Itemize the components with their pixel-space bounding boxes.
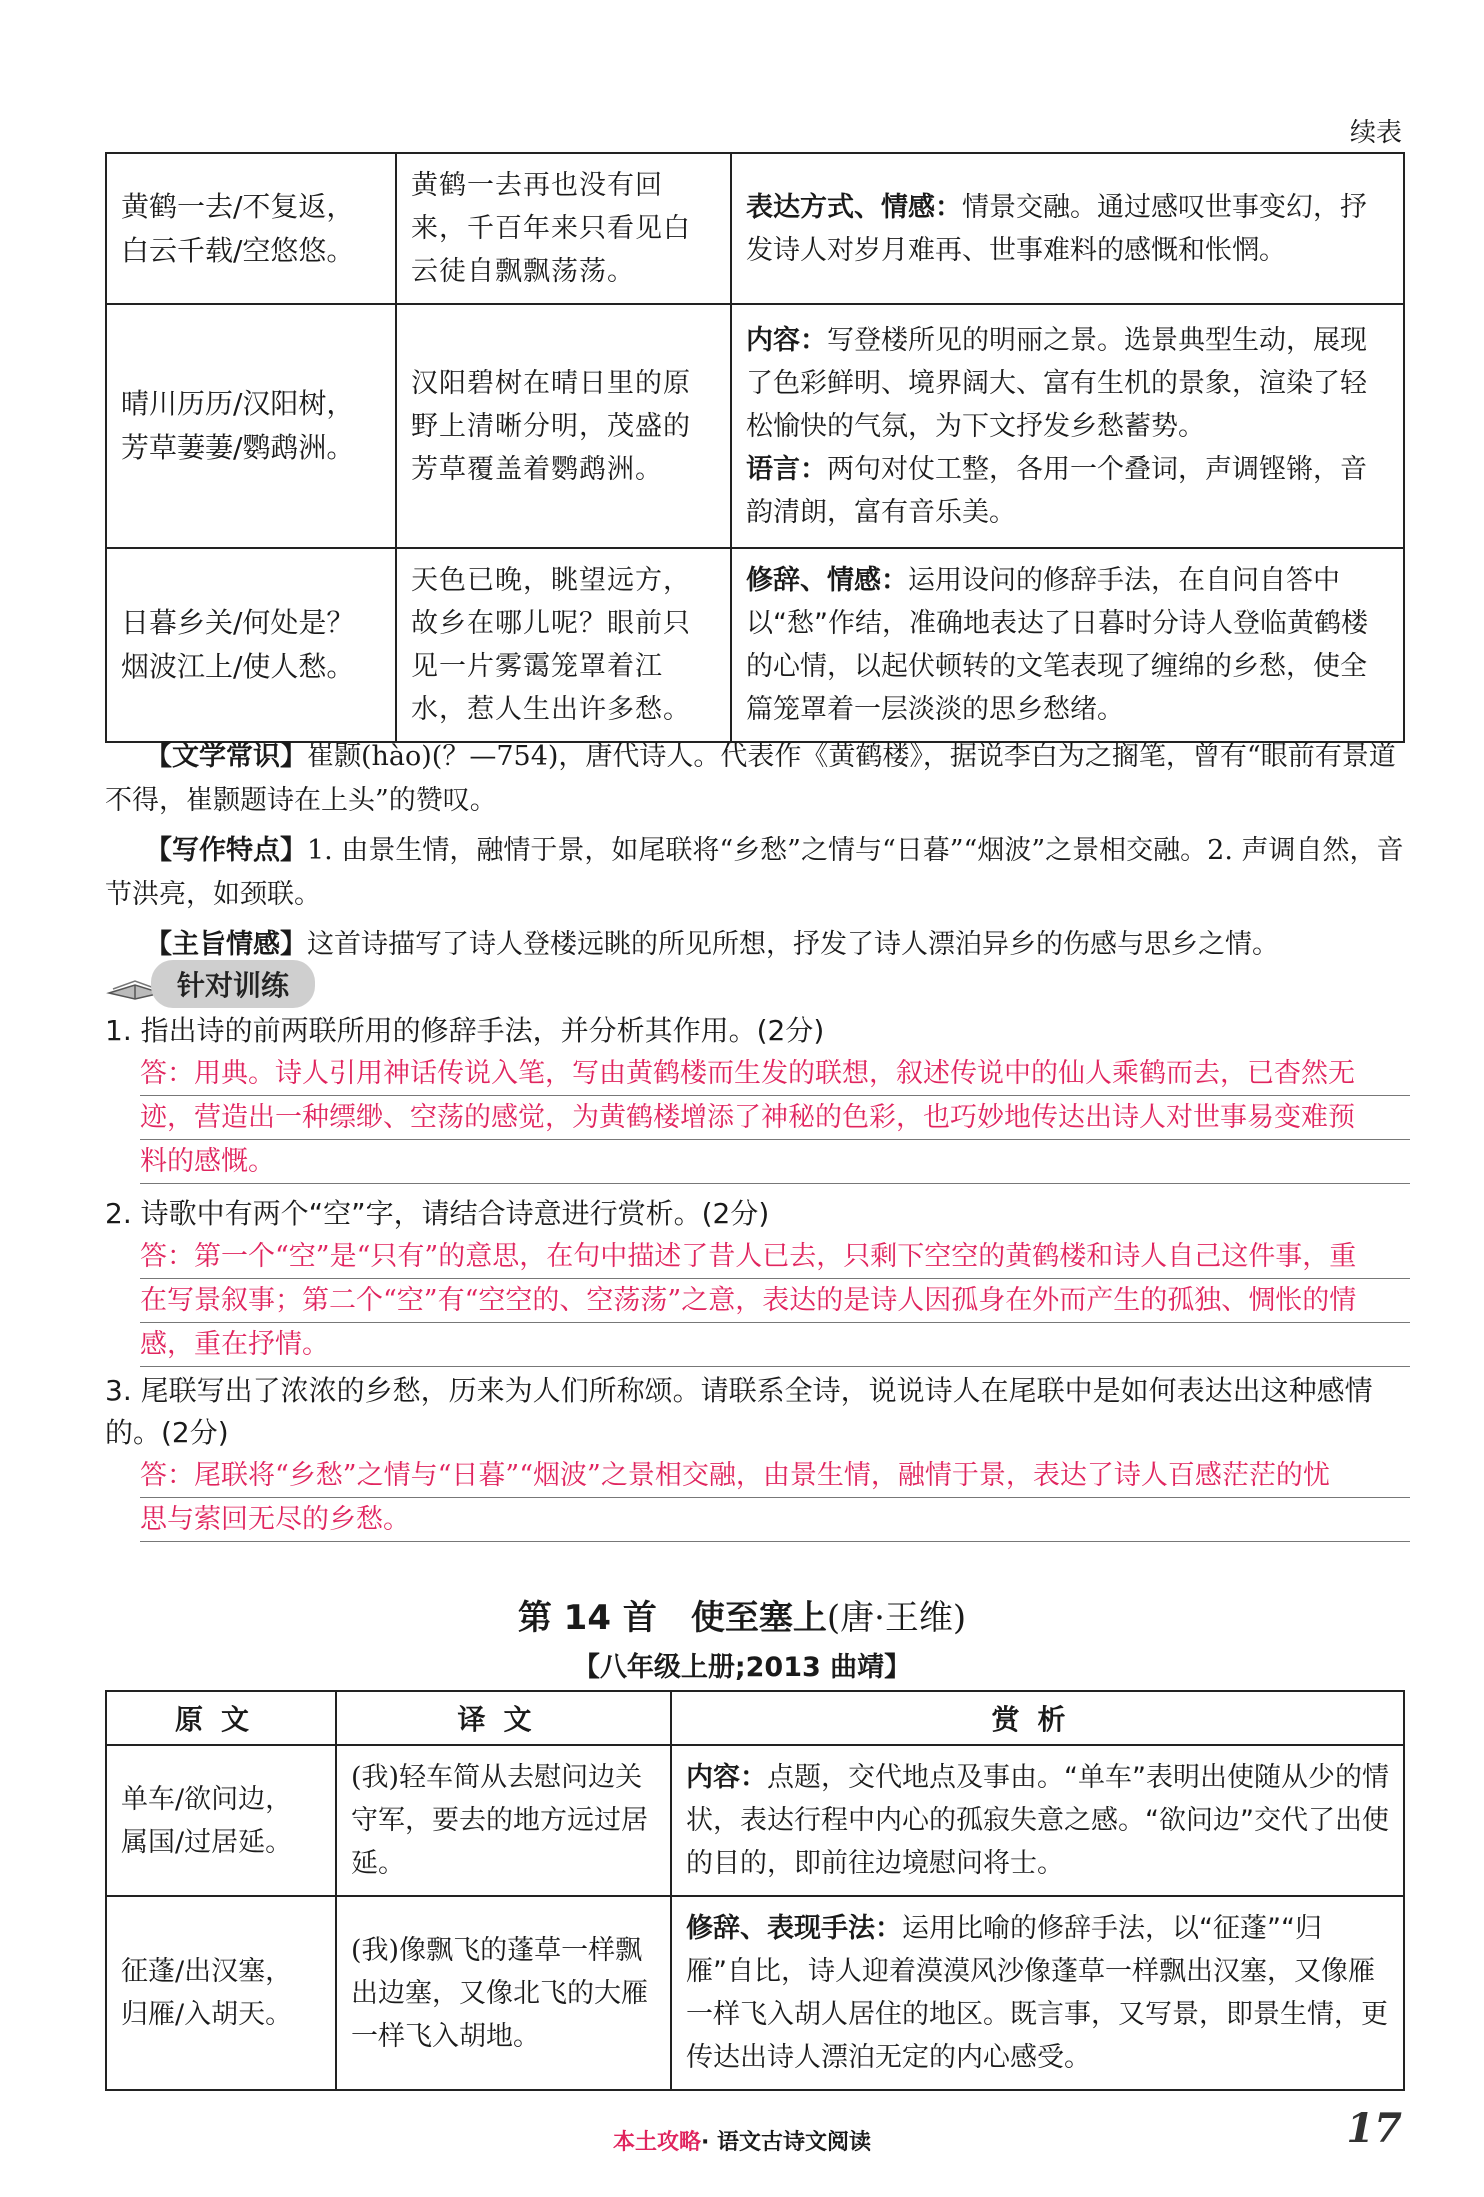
table-row [106, 304, 1404, 548]
question-2: 2. 诗歌中有两个“空”字，请结合诗意进行赏析。(2分) [105, 1197, 770, 1230]
translation-cell: (我)轻车简从去慰问边关守军，要去的地方远过居延。 [336, 1745, 671, 1896]
answer-line: 迹，营造出一种缥缈、空荡的感觉，为黄鹤楼增添了神秘的色彩，也巧妙地传达出诗人对世事易变难预 [140, 1096, 1410, 1140]
note-writing [105, 829, 1405, 917]
header-translation: 译文 [336, 1691, 671, 1745]
analysis-label: 修辞、情感： [746, 565, 908, 596]
header-original: 原文 [106, 1691, 336, 1745]
analysis-cell [671, 1896, 1404, 2090]
section-badge [105, 960, 315, 1008]
original-cell [106, 304, 396, 548]
original-line: 日暮乡关/何处是？ [121, 606, 355, 639]
analysis-text: 情景交融。通过感叹世事变幻，抒发诗人对岁月难再、世事难料的感慨和怅惘。 [746, 191, 1367, 266]
continued-label: 续表 [1349, 118, 1402, 148]
note-text: 1. 由景生情，融情于景，如尾联将“乡愁”之情与“日暮”“烟波”之景相交融。2. 声调自然，音节洪亮，如颈联。 [105, 835, 1404, 910]
original-cell [106, 1896, 336, 2090]
poem-analysis-table [105, 152, 1405, 743]
original-line: 晴川历历/汉阳树， [121, 387, 355, 420]
footer-brand: 本土攻略 [612, 2130, 701, 2155]
poem14-table [105, 1690, 1405, 2091]
note-label: 【文学常识】 [145, 741, 307, 772]
original-line: 属国/过居延。 [121, 1826, 293, 1858]
poem-tag: 【八年级上册;2013 曲靖】 [572, 1652, 912, 1683]
analysis-cell [731, 548, 1404, 742]
analysis-label: 内容： [686, 1762, 767, 1793]
translation-cell: 黄鹤一去再也没有回来，千百年来只看见白云徒自飘飘荡荡。 [396, 153, 731, 304]
original-line: 征蓬/出汉塞， [121, 1956, 293, 1987]
analysis-label: 语言： [746, 453, 827, 485]
note-label: 【写作特点】 [145, 835, 307, 866]
table-row [106, 1896, 1404, 2090]
analysis-text: 点题，交代地点及事由。“单车”表明出使随从少的情状，表达行程中内心的孤寂失意之感。“欲问边”交代了出使的目的，即前往边境慰问将士。 [686, 1762, 1389, 1879]
answer-3 [140, 1454, 1410, 1542]
analysis-text: 运用设问的修辞手法，在自问自答中以“愁”作结，准确地表达了日暮时分诗人登临黄鹤楼的心情，以起伏顿转的文笔表现了缠绵的乡愁，使全篇笼罩着一层淡淡的思乡愁绪。 [746, 565, 1368, 725]
answer-line: 在写景叙事；第二个“空”有“空空的、空荡荡”之意，表达的是诗人因孤身在外而产生的孤独、惆怅的情 [140, 1279, 1410, 1323]
poem-author: (唐·王维) [826, 1598, 967, 1638]
analysis-text: 写登楼所见的明丽之景。选景典型生动，展现了色彩鲜明、境界阔大、富有生机的景象，渲染了轻松愉快的气氛，为下文抒发乡愁蓄势。 [746, 324, 1367, 442]
note-text: 这首诗描写了诗人登楼远眺的所见所想，抒发了诗人漂泊异乡的伤感与思乡之情。 [307, 929, 1279, 960]
original-cell [106, 548, 396, 742]
original-line: 单车/欲问边， [121, 1783, 293, 1815]
note-literary [105, 735, 1405, 823]
footer-series: · 语文古诗文阅读 [700, 2130, 872, 2155]
analysis-text: 运用比喻的修辞手法，以“征蓬”“归雁”自比，诗人迎着漠漠风沙像蓬草一样飘出汉塞，又像雁一样飞入胡人居住的地区。既言事，又写景，即景生情，更传达出诗人漂泊无定的内心感受。 [686, 1913, 1388, 2073]
answer-line: 思与萦回无尽的乡愁。 [140, 1498, 1410, 1542]
original-cell [106, 1745, 336, 1896]
question-1: 1. 指出诗的前两联所用的修辞手法，并分析其作用。(2分) [105, 1014, 825, 1047]
translation-cell: 天色已晚，眺望远方，故乡在哪儿呢？眼前只见一片雾霭笼罩着江水，惹人生出许多愁。 [396, 548, 731, 742]
original-cell [106, 153, 396, 304]
analysis-cell [731, 153, 1404, 304]
translation-cell: 汉阳碧树在晴日里的原野上清晰分明，茂盛的芳草覆盖着鹦鹉洲。 [396, 304, 731, 548]
original-line: 白云千载/空悠悠。 [121, 233, 355, 267]
table-header [106, 1691, 1404, 1745]
table-row [106, 1745, 1404, 1896]
table-row [106, 153, 1404, 304]
note-text: 崔颢(hào)(？—754)，唐代诗人。代表作《黄鹤楼》，据说李白为之搁笔，曾有“眼前有景道不得，崔颢题诗在上头”的赞叹。 [105, 741, 1396, 816]
original-line: 芳草萋萋/鹦鹉洲。 [121, 431, 355, 464]
answer-1 [140, 1052, 1410, 1184]
answer-2 [140, 1235, 1410, 1367]
original-line: 烟波江上/使人愁。 [121, 650, 355, 683]
answer-line: 答：用典。诗人引用神话传说入笔，写由黄鹤楼而生发的联想，叙述传说中的仙人乘鹤而去，已杳然无 [140, 1052, 1410, 1096]
analysis-label: 表达方式、情感： [746, 191, 962, 223]
original-line: 归雁/入胡天。 [121, 1999, 293, 2030]
answer-line: 答：尾联将“乡愁”之情与“日暮”“烟波”之景相交融，由景生情，融情于景，表达了诗人百感茫茫的忧 [140, 1454, 1410, 1498]
poem-title-text: 第 14 首 使至塞上 [517, 1598, 827, 1638]
poem-title [0, 1590, 1484, 1639]
footer [0, 2125, 1484, 2156]
answer-line: 感，重在抒情。 [140, 1323, 1410, 1367]
answer-line: 料的感慨。 [140, 1140, 1410, 1184]
notes-block [105, 735, 1405, 973]
section-label: 针对训练 [151, 960, 315, 1008]
note-label: 【主旨情感】 [145, 929, 307, 960]
analysis-label: 内容： [746, 324, 827, 356]
table-row [106, 548, 1404, 742]
original-line: 黄鹤一去/不复返， [121, 189, 355, 223]
question-3: 3. 尾联写出了浓浓的乡愁，历来为人们所称颂。请联系全诗，说说诗人在尾联中是如何表达出这种感情的。(2分) [105, 1374, 1373, 1449]
analysis-cell [731, 304, 1404, 548]
page-number: 17 [1346, 2105, 1402, 2152]
analysis-label: 修辞、表现手法： [686, 1913, 902, 1944]
analysis-text: 两句对仗工整，各用一个叠词，声调铿锵，音韵清朗，富有音乐美。 [746, 453, 1367, 528]
answer-line: 答：第一个“空”是“只有”的意思，在句中描述了昔人已去，只剩下空空的黄鹤楼和诗人自己这件事，重 [140, 1235, 1410, 1279]
analysis-cell [671, 1745, 1404, 1896]
header-analysis: 赏析 [671, 1691, 1404, 1745]
translation-cell: (我)像飘飞的蓬草一样飘出边塞，又像北飞的大雁一样飞入胡地。 [336, 1896, 671, 2090]
